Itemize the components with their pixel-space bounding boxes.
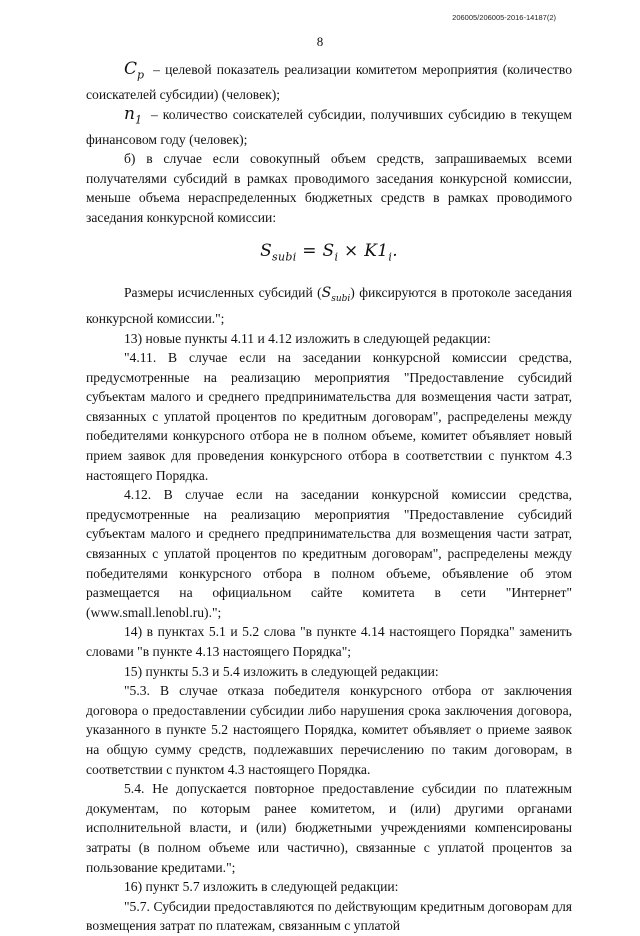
variable-n1: $n_1$ (124, 103, 142, 126)
paragraph-item-13: 13) новые пункты 4.11 и 4.12 изложить в следующей редакции: (124, 330, 491, 346)
paragraph-5-3: "5.3. В случае отказа победителя конкурсного отбора от заключения договора о предоставлении субсидии либо нарушения срока заключения договора, указанного в пункте 5.2 настоящего Порядка, комитет объявляет о приеме заявок на общую сумму средств, подлежавших перечислению по таким договорам, в соответствии с пунктом 4.3 настоящего Порядка. (86, 683, 572, 777)
formula-ssubi: $S_{subi} = S_i \times K1_i$. (260, 240, 398, 263)
paragraph-4-11: "4.11. В случае если на заседании конкурсной комиссии средства, предусмотренные на реализацию мероприятия "Предоставление субсидий субъектам малого и среднего предпринимательства для возмещения части затрат, связанных с уплатой процентов по кредитным договорам", распределены между победителями конкурсного отбора не в полном объеме, комитет объявляет новый прием заявок для проведения конкурсного отбора в соответствии с пунктом 4.3 настоящего Порядка. (86, 350, 572, 483)
paragraph-5-7: "5.7. Субсидии предоставляются по действующим кредитным договорам для возмещения затрат по платежам, связанным с уплатой (86, 898, 572, 934)
paragraph-subsidy-sizes: Размеры исчисленных субсидий $(S_{subi})$ фиксируются в протоколе заседания конкурсной комиссии."; (86, 284, 572, 326)
paragraph-b-case: б) в случае если совокупный объем средств, запрашиваемых всеми получателями субсидий в рамках проводимого заседания конкурсной комиссии, меньше объема нераспределенных бюджетных средств в рамках проводимого заседания конкурсной комиссии: (86, 151, 572, 225)
page-number: 8 (316, 34, 324, 49)
paragraph-cp-definition: $C_p$ – целевой показатель реализации комитетом мероприятия (количество соискателей субсидии) (человек); (86, 59, 572, 102)
paragraph-4-12: 4.12. В случае если на заседании конкурсной комиссии средства, предусмотренные на реализацию мероприятия "Предоставление субсидий субъектам малого и среднего предпринимательства для возмещения части затрат, связанных с уплатой процентов по кредитным договорам", распределены между победителями конкурсного отбора в полном объеме, объявление об этом размещается на официальном сайте комитета в сети "Интернет" (www.small.lenobl.ru)."; (86, 487, 572, 620)
paragraph-item-14: 14) в пунктах 5.1 и 5.2 слова "в пункте 4.14 настоящего Порядка" заменить словами "в пункте 4.13 настоящего Порядка"; (86, 624, 572, 659)
paragraph-5-4: 5.4. Не допускается повторное предоставление субсидии по платежным документам, по которым ранее комитетом, и (или) другими органами исполнительной власти, и (или) бюджетными учреждениями компенсированы затраты (в полном объеме или частично), связанные с уплатой процентов за пользование кредитами."; (86, 781, 572, 875)
inline-ssubi: $S_{subi}$ (321, 284, 351, 304)
document-body (86, 60, 572, 936)
paragraph-n1-definition: $n_1$ – количество соискателей субсидии, получивших субсидию в текущем финансовом году (человек); (86, 103, 572, 147)
paragraph-item-15: 15) пункты 5.3 и 5.4 изложить в следующей редакции: (124, 663, 439, 679)
document-id: 206005/206005-2016-14187(2) (452, 13, 556, 22)
paragraph-item-16: 16) пункт 5.7 изложить в следующей редакции: (124, 879, 399, 895)
variable-cp: $C_p$ (124, 59, 145, 82)
